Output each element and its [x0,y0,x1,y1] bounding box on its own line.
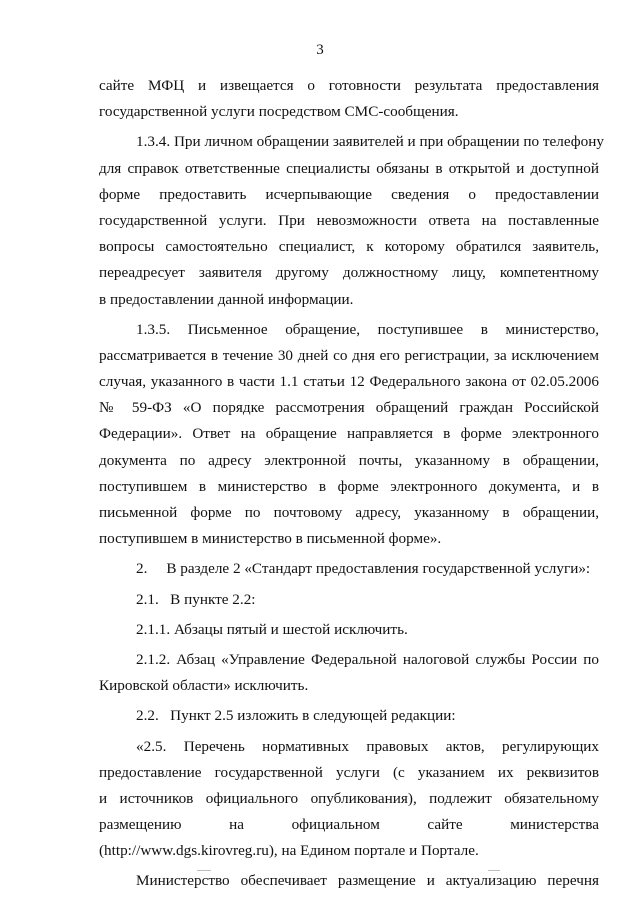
text-line: документа по адресу электронной почты, указанному в обращении, [99,451,599,469]
text-line: «2.5. Перечень нормативных правовых актов, регулирующих [136,737,599,755]
document-body [99,73,604,895]
paragraph-2-1-2 [99,647,599,699]
text-line: 2.1.1. Абзацы пятый и шестой исключить. [136,620,408,638]
text-line: размещению на официальном сайте министерства [99,816,599,834]
text-line: поступившем в министерство в письменной форме». [99,530,442,548]
paragraph-2-2 [99,703,599,729]
paragraph-2-5 [99,734,599,865]
text-line: государственной услуги. При невозможности ответа на поставленные [99,211,599,229]
text-line: Министерство обеспечивает размещение и актуализацию перечня [136,872,599,890]
text-line: 1.3.4. При личном обращении заявителей и при обращении по телефону [136,133,604,151]
scan-mark [197,870,211,871]
text-line: рассматривается в течение 30 дней со дня его регистрации, за исключением [99,346,599,364]
text-line: и источников официального опубликования), подлежит обязательному [99,789,599,807]
paragraph-ministry [99,868,599,894]
text-line: (http://www.dgs.kirovreg.ru), на Едином портале и Портале. [99,842,479,860]
text-line: 2.1. В пункте 2.2: [136,590,256,608]
text-line: вопросы самостоятельно специалист, к которому обратился заявитель, [99,238,599,256]
text-line: Кировской области» исключить. [99,677,309,695]
scan-mark [488,870,500,871]
paragraph-2-1 [99,587,599,613]
text-line: поступившем в министерство в форме электронного документа, и в [99,477,599,495]
text-line: переадресует заявителя другому должностному лицу, компетентному [99,264,599,282]
text-line: сайте МФЦ и извещается о готовности результата предоставления [99,77,599,94]
paragraph-1-3-4 [99,129,604,312]
paragraph-2-1-1 [99,617,599,643]
text-line: в предоставлении данной информации. [99,290,354,308]
text-line: 2. В разделе 2 «Стандарт предоставления государственной услуги»: [136,560,591,578]
text-line: № 59-ФЗ «О порядке рассмотрения обращений граждан Российской [99,399,599,417]
text-line: 2.1.2. Абзац «Управление Федеральной налоговой службы России по [136,650,599,668]
text-line: предоставление государственной услуги (с указанием их реквизитов [99,763,599,781]
text-line: 1.3.5. Письменное обращение, поступившее в министерство, [136,320,599,338]
paragraph-1-3-5 [99,317,599,553]
text-line: форме предоставить исчерпывающие сведения о предоставлении [99,185,599,203]
text-line: Федерации». Ответ на обращение направляется в форме электронного [99,425,599,443]
paragraph-2 [99,556,599,582]
paragraph-continuation [99,73,599,125]
text-line: случая, указанного в части 1.1 статьи 12 Федерального закона от 02.05.2006 [99,373,599,391]
text-line: государственной услуги посредством СМС-сообщения. [99,103,459,121]
text-line: 2.2. Пункт 2.5 изложить в следующей редакции: [136,707,456,725]
page-number: 3 [316,42,324,58]
text-line: для справок ответственные специалисты обязаны в открытой и доступной [99,159,599,177]
text-line: письменной форме по почтовому адресу, указанному в обращении, [99,504,599,521]
